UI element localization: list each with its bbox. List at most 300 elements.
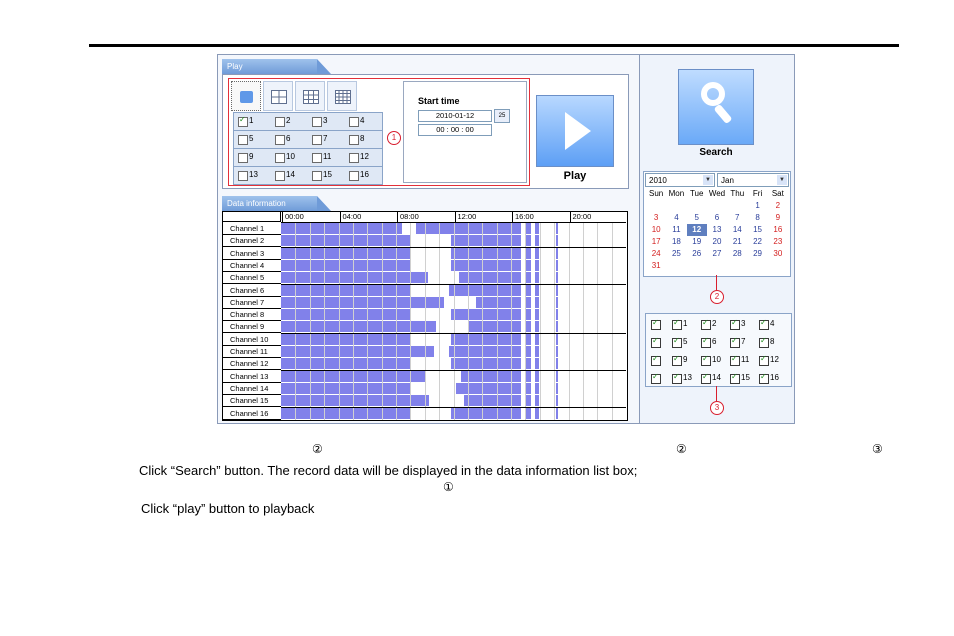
- hour-gridline: [339, 223, 340, 235]
- search-channel-label: 5: [683, 337, 688, 346]
- channel-3-checkbox[interactable]: [312, 117, 322, 127]
- hour-gridline: [295, 358, 296, 370]
- hour-gridline: [367, 248, 368, 260]
- hour-gridline: [525, 358, 526, 370]
- channel-2-checkbox[interactable]: [275, 117, 285, 127]
- hour-gridline: [425, 346, 426, 358]
- calendar-day[interactable]: 10: [651, 225, 661, 234]
- hour-gridline: [382, 297, 383, 309]
- hour-gridline: [583, 285, 584, 297]
- hour-gridline: [410, 334, 411, 346]
- record-segment: [535, 408, 539, 419]
- hour-gridline: [439, 260, 440, 272]
- calendar-day[interactable]: 9: [775, 213, 781, 222]
- hour-gridline: [353, 395, 354, 407]
- hour-gridline: [339, 309, 340, 321]
- hour-gridline: [612, 321, 613, 333]
- search-channel-checkbox[interactable]: [759, 356, 769, 366]
- hour-gridline: [540, 334, 541, 346]
- calendar-day[interactable]: 16: [773, 225, 783, 234]
- hour-gridline: [454, 272, 455, 284]
- calendar-day[interactable]: 17: [651, 237, 661, 246]
- record-segment: [556, 260, 558, 271]
- hour-gridline: [339, 395, 340, 407]
- hour-gridline: [569, 297, 570, 309]
- hour-gridline: [569, 321, 570, 333]
- channel-name: Channel 16: [223, 408, 281, 420]
- hour-gridline: [295, 285, 296, 297]
- channel-label: 10: [286, 152, 295, 161]
- channel-track[interactable]: [281, 346, 626, 359]
- hour-gridline: [367, 297, 368, 309]
- calendar-blank: [687, 200, 707, 212]
- channel-16-checkbox[interactable]: [349, 171, 359, 181]
- hour-gridline: [497, 395, 498, 407]
- hour-gridline: [583, 334, 584, 346]
- row-select-all-checkbox[interactable]: [651, 356, 661, 366]
- calendar-day[interactable]: 14: [732, 225, 742, 234]
- channel-track[interactable]: [281, 223, 626, 236]
- hour-gridline: [310, 248, 311, 260]
- hour-gridline: [382, 408, 383, 420]
- record-segment: [556, 346, 558, 357]
- hour-gridline: [583, 248, 584, 260]
- calendar-day[interactable]: 19: [692, 237, 702, 246]
- hour-gridline: [612, 395, 613, 407]
- search-channel-checkbox[interactable]: [730, 356, 740, 366]
- record-segment: [535, 358, 539, 369]
- channel-row: [233, 149, 383, 167]
- hour-gridline: [339, 260, 340, 272]
- hour-gridline: [497, 321, 498, 333]
- search-channel-checkbox[interactable]: [759, 374, 769, 384]
- year-select[interactable]: [645, 173, 715, 187]
- hour-gridline: [396, 408, 397, 420]
- hour-gridline: [353, 309, 354, 321]
- hour-gridline: [295, 297, 296, 309]
- channel-7-checkbox[interactable]: [312, 135, 322, 145]
- hour-gridline: [396, 285, 397, 297]
- search-channel-checkbox[interactable]: [672, 356, 682, 366]
- record-segment: [535, 285, 539, 296]
- hour-gridline: [454, 248, 455, 260]
- record-segment: [535, 272, 539, 283]
- record-segment: [535, 223, 539, 234]
- hour-gridline: [569, 309, 570, 321]
- hour-gridline: [540, 321, 541, 333]
- tab-notch: [317, 196, 331, 211]
- hour-gridline: [597, 358, 598, 370]
- calendar-day[interactable]: 21: [732, 237, 742, 246]
- search-channel-checkbox[interactable]: [759, 320, 769, 330]
- record-segment: [535, 321, 539, 332]
- channel-name: Channel 13: [223, 371, 281, 383]
- hour-gridline: [382, 235, 383, 247]
- channel-track[interactable]: [281, 395, 626, 408]
- channel-track[interactable]: [281, 383, 626, 396]
- channel-track[interactable]: [281, 260, 626, 273]
- calendar-icon[interactable]: 25: [494, 109, 510, 123]
- start-time-box: [403, 81, 527, 183]
- search-channel-checkbox[interactable]: [672, 338, 682, 348]
- channel-6-checkbox[interactable]: [275, 135, 285, 145]
- hour-gridline: [497, 272, 498, 284]
- layout-1x1-button[interactable]: [231, 81, 261, 111]
- channel-label: 9: [249, 152, 254, 161]
- search-pane: [639, 55, 794, 423]
- search-button[interactable]: [678, 69, 754, 145]
- channel-4-checkbox[interactable]: [349, 117, 359, 127]
- hour-gridline: [439, 297, 440, 309]
- weekday-label: Sun: [649, 189, 664, 198]
- row-select-all-checkbox[interactable]: [651, 374, 661, 384]
- search-channel-checkbox[interactable]: [730, 374, 740, 384]
- play-tab[interactable]: [222, 59, 317, 74]
- hour-gridline: [367, 334, 368, 346]
- hour-gridline: [396, 248, 397, 260]
- hour-gridline: [324, 334, 325, 346]
- search-channel-checkbox[interactable]: [730, 320, 740, 330]
- channel-row: [233, 131, 383, 149]
- hour-gridline: [497, 371, 498, 383]
- hour-gridline: [339, 334, 340, 346]
- calendar-day[interactable]: 30: [773, 249, 783, 258]
- hour-gridline: [425, 223, 426, 235]
- channel-label: 5: [249, 134, 254, 143]
- calendar-day[interactable]: 24: [651, 249, 661, 258]
- record-segment: [281, 408, 411, 419]
- hour-gridline: [525, 383, 526, 395]
- channel-row: [233, 112, 383, 131]
- hour-gridline: [324, 297, 325, 309]
- layout-2x2-icon: [271, 90, 287, 104]
- instruction-line-2: Click “play” button to playback: [141, 501, 315, 516]
- hour-gridline: [353, 334, 354, 346]
- record-segment: [535, 371, 539, 382]
- hour-gridline: [295, 235, 296, 247]
- calendar-day[interactable]: 29: [753, 249, 763, 258]
- calendar-day[interactable]: 2: [775, 201, 781, 210]
- hour-gridline: [597, 272, 598, 284]
- hour-gridline: [454, 395, 455, 407]
- record-segment: [461, 371, 521, 382]
- hour-gridline: [353, 408, 354, 420]
- hour-gridline: [353, 235, 354, 247]
- hour-gridline: [540, 395, 541, 407]
- hour-gridline: [540, 358, 541, 370]
- hour-gridline: [497, 358, 498, 370]
- search-channel-checkbox[interactable]: [672, 374, 682, 384]
- row-select-all-checkbox[interactable]: [651, 320, 661, 330]
- channel-label: 13: [249, 170, 258, 179]
- calendar-day[interactable]: 15: [753, 225, 763, 234]
- layout-3x3-button[interactable]: [295, 81, 325, 111]
- hour-gridline: [583, 395, 584, 407]
- hour-gridline: [468, 408, 469, 420]
- hour-gridline: [583, 297, 584, 309]
- hour-gridline: [396, 272, 397, 284]
- record-segment: [535, 235, 539, 246]
- hour-gridline: [425, 321, 426, 333]
- search-channel-checkbox[interactable]: [701, 374, 711, 384]
- search-icon: [701, 82, 725, 106]
- hour-gridline: [554, 272, 555, 284]
- search-channel-label: 13: [683, 373, 692, 382]
- hour-gridline: [425, 371, 426, 383]
- calendar-day[interactable]: 28: [732, 249, 742, 258]
- hour-gridline: [597, 383, 598, 395]
- hour-gridline: [554, 235, 555, 247]
- channel-15-checkbox[interactable]: [312, 171, 322, 181]
- time-tick-line: [455, 212, 456, 222]
- channel-track[interactable]: [281, 309, 626, 322]
- hour-gridline: [525, 309, 526, 321]
- hour-gridline: [425, 309, 426, 321]
- record-segment: [281, 334, 411, 345]
- hour-gridline: [310, 285, 311, 297]
- hour-gridline: [482, 346, 483, 358]
- channel-track[interactable]: [281, 334, 626, 347]
- calendar-day[interactable]: 13: [712, 225, 722, 234]
- calendar-day[interactable]: 4: [674, 213, 679, 222]
- hour-gridline: [511, 358, 512, 370]
- hour-gridline: [525, 260, 526, 272]
- hour-gridline: [353, 321, 354, 333]
- hour-gridline: [410, 395, 411, 407]
- hour-gridline: [511, 297, 512, 309]
- channel-1-checkbox[interactable]: [238, 117, 248, 127]
- date-input[interactable]: 2010-01-12: [418, 110, 492, 122]
- hour-gridline: [569, 408, 570, 420]
- hour-gridline: [454, 383, 455, 395]
- circled-marker: ①: [443, 480, 454, 494]
- search-channel-checkbox[interactable]: [672, 320, 682, 330]
- hour-gridline: [454, 297, 455, 309]
- hour-gridline: [339, 272, 340, 284]
- hour-gridline: [367, 285, 368, 297]
- channel-track[interactable]: [281, 248, 626, 261]
- data-info-tab[interactable]: [222, 196, 317, 211]
- hour-gridline: [310, 235, 311, 247]
- hour-gridline: [569, 248, 570, 260]
- calendar-day[interactable]: 22: [753, 237, 763, 246]
- channel-10-checkbox[interactable]: [275, 153, 285, 163]
- time-tick-line: [512, 212, 513, 222]
- search-channel-label: 1: [683, 319, 688, 328]
- calendar-day[interactable]: 11: [672, 225, 681, 234]
- calendar-day[interactable]: 3: [653, 213, 659, 222]
- hour-gridline: [511, 321, 512, 333]
- hour-gridline: [310, 346, 311, 358]
- calendar-day[interactable]: 23: [773, 237, 783, 246]
- hour-gridline: [439, 395, 440, 407]
- calendar-day[interactable]: 1: [755, 201, 760, 210]
- channel-12-checkbox[interactable]: [349, 153, 359, 163]
- channel-name: Channel 10: [223, 334, 281, 346]
- hour-gridline: [425, 285, 426, 297]
- hour-gridline: [310, 395, 311, 407]
- hour-gridline: [310, 383, 311, 395]
- hour-gridline: [339, 321, 340, 333]
- calendar-day[interactable]: 31: [651, 261, 661, 270]
- search-channel-label: 9: [683, 355, 688, 364]
- channel-track[interactable]: [281, 297, 626, 310]
- hour-gridline: [439, 309, 440, 321]
- hour-gridline: [353, 297, 354, 309]
- hour-gridline: [468, 297, 469, 309]
- channel-track[interactable]: [281, 285, 626, 298]
- hour-gridline: [497, 235, 498, 247]
- search-channel-checkbox[interactable]: [759, 338, 769, 348]
- hour-gridline: [382, 371, 383, 383]
- record-segment: [556, 383, 558, 394]
- calendar-day[interactable]: 27: [712, 249, 722, 258]
- calendar-day[interactable]: 12: [687, 224, 707, 236]
- hour-gridline: [468, 383, 469, 395]
- channel-row: [233, 167, 383, 185]
- hour-gridline: [497, 408, 498, 420]
- hour-gridline: [396, 223, 397, 235]
- hour-gridline: [324, 285, 325, 297]
- hour-gridline: [396, 371, 397, 383]
- record-segment: [535, 395, 539, 406]
- channel-select-grid: [233, 112, 383, 185]
- hour-gridline: [367, 272, 368, 284]
- hour-gridline: [554, 223, 555, 235]
- hour-gridline: [612, 248, 613, 260]
- callout-2: 2: [710, 290, 724, 304]
- hour-gridline: [569, 358, 570, 370]
- hour-gridline: [410, 248, 411, 260]
- channel-14-checkbox[interactable]: [275, 171, 285, 181]
- channel-name: Channel 3: [223, 248, 281, 260]
- hour-gridline: [597, 260, 598, 272]
- hour-gridline: [382, 248, 383, 260]
- search-channel-label: 14: [712, 373, 721, 382]
- record-segment: [281, 285, 411, 296]
- channel-label: 1: [249, 116, 254, 125]
- calendar-day[interactable]: 8: [755, 213, 760, 222]
- hour-gridline: [583, 346, 584, 358]
- channel-11-checkbox[interactable]: [312, 153, 322, 163]
- calendar-day[interactable]: 25: [671, 249, 681, 258]
- hour-gridline: [382, 309, 383, 321]
- hour-gridline: [525, 235, 526, 247]
- hour-gridline: [468, 235, 469, 247]
- channel-track[interactable]: [281, 321, 626, 334]
- hour-gridline: [367, 395, 368, 407]
- record-segment: [281, 235, 411, 246]
- hour-gridline: [497, 346, 498, 358]
- hour-gridline: [367, 346, 368, 358]
- hour-gridline: [525, 272, 526, 284]
- hour-gridline: [511, 272, 512, 284]
- calendar-day[interactable]: 20: [712, 237, 722, 246]
- channel-9-checkbox[interactable]: [238, 153, 248, 163]
- hour-gridline: [324, 309, 325, 321]
- channel-track[interactable]: [281, 408, 626, 421]
- layout-2x2-button[interactable]: [263, 81, 293, 111]
- hour-gridline: [353, 371, 354, 383]
- hour-gridline: [569, 346, 570, 358]
- play-button[interactable]: [536, 95, 614, 167]
- layout-3x3-icon: [303, 90, 319, 104]
- channel-name: Channel 15: [223, 395, 281, 407]
- hour-gridline: [511, 346, 512, 358]
- calendar-grid: [646, 188, 788, 272]
- time-tick-label: 08:00: [400, 212, 419, 221]
- calendar-day[interactable]: 6: [714, 213, 720, 222]
- hour-gridline: [612, 371, 613, 383]
- hour-gridline: [612, 383, 613, 395]
- hour-gridline: [525, 321, 526, 333]
- channel-track[interactable]: [281, 358, 626, 371]
- hour-gridline: [324, 248, 325, 260]
- data-info-grid: [222, 211, 628, 421]
- hour-gridline: [569, 235, 570, 247]
- hour-gridline: [454, 309, 455, 321]
- hour-gridline: [569, 285, 570, 297]
- search-channel-checkbox[interactable]: [701, 320, 711, 330]
- time-tick-line: [282, 212, 283, 222]
- channel-8-checkbox[interactable]: [349, 135, 359, 145]
- channel-track[interactable]: [281, 371, 626, 384]
- channel-label: 14: [286, 170, 295, 179]
- calendar-day[interactable]: 7: [735, 213, 740, 222]
- hour-gridline: [425, 383, 426, 395]
- search-channel-checkbox[interactable]: [701, 338, 711, 348]
- hour-gridline: [612, 285, 613, 297]
- channel-5-checkbox[interactable]: [238, 135, 248, 145]
- channel-13-checkbox[interactable]: [238, 171, 248, 181]
- channel-track[interactable]: [281, 235, 626, 248]
- hour-gridline: [569, 260, 570, 272]
- row-select-all-checkbox[interactable]: [651, 338, 661, 348]
- month-select[interactable]: [717, 173, 789, 187]
- weekday-label: Thu: [730, 189, 745, 198]
- search-channel-label: 12: [770, 355, 779, 364]
- hour-gridline: [382, 321, 383, 333]
- hour-gridline: [425, 248, 426, 260]
- start-time-label: Start time: [418, 96, 460, 106]
- layout-4x4-button[interactable]: [327, 81, 357, 111]
- hour-gridline: [439, 321, 440, 333]
- search-channel-checkbox[interactable]: [701, 356, 711, 366]
- hour-gridline: [612, 235, 613, 247]
- hour-gridline: [497, 248, 498, 260]
- hour-gridline: [540, 408, 541, 420]
- channel-track[interactable]: [281, 272, 626, 285]
- calendar-day[interactable]: 26: [692, 249, 702, 258]
- hour-gridline: [439, 235, 440, 247]
- hour-gridline: [569, 371, 570, 383]
- search-channel-checkbox[interactable]: [730, 338, 740, 348]
- chevron-down-icon: ▼: [703, 175, 713, 185]
- time-input[interactable]: 00 : 00 : 00: [418, 124, 492, 136]
- channel-label: 15: [323, 170, 332, 179]
- hour-gridline: [597, 223, 598, 235]
- hour-gridline: [583, 371, 584, 383]
- hour-gridline: [410, 408, 411, 420]
- record-segment: [556, 272, 558, 283]
- record-segment: [556, 371, 558, 382]
- hour-gridline: [324, 346, 325, 358]
- calendar-day[interactable]: 5: [694, 213, 699, 222]
- record-segment: [464, 395, 521, 406]
- hour-gridline: [367, 260, 368, 272]
- calendar-day[interactable]: 18: [671, 237, 681, 246]
- hour-gridline: [468, 272, 469, 284]
